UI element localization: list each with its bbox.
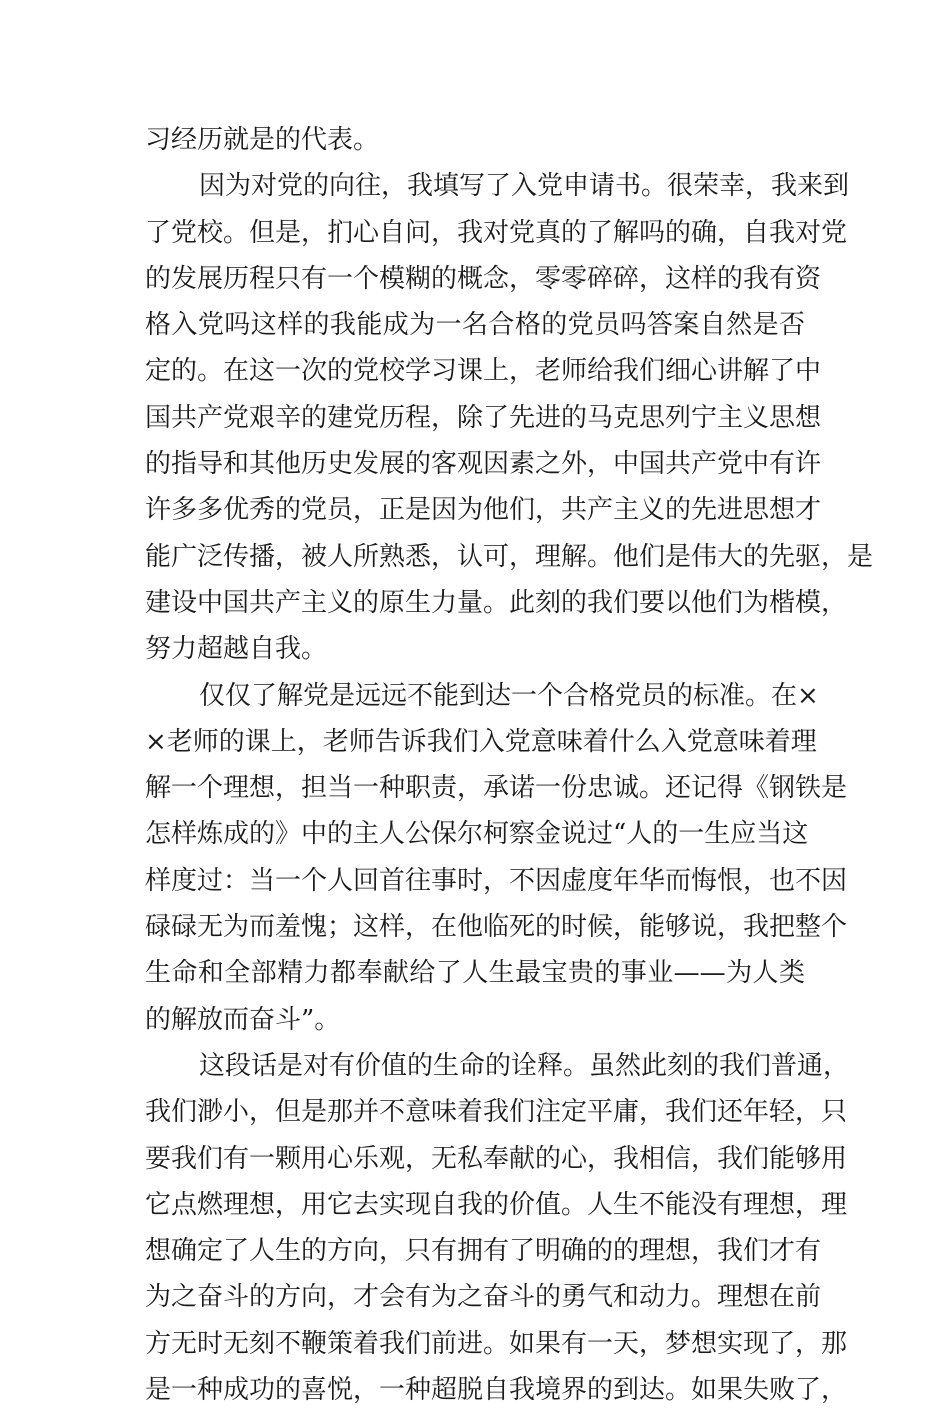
paragraph-last-line: 努力超越自我。 xyxy=(145,634,328,665)
text-line: 建设中国共产主义的原生力量。此刻的我们要以他们为楷模， xyxy=(145,587,848,618)
text-line: 解一个理想，担当一种职责，承诺一份忠诚。还记得《钢铁是 xyxy=(145,773,848,804)
text-line: 它点燃理想，用它去实现自我的价值。人生不能没有理想，理 xyxy=(145,1189,848,1220)
text-line: 为之奋斗的方向，才会有为之奋斗的勇气和动力。理想在前 xyxy=(145,1282,822,1313)
text-line: 是一种成功的喜悦，一种超脱自我境界的到达。如果失败了， xyxy=(145,1375,848,1406)
text-line: ×老师的课上，老师告诉我们入党意味着什么入党意味着理 xyxy=(145,726,817,757)
text-line: 格入党吗这样的我能成为一名合格的党员吗答案自然是否 xyxy=(145,310,805,341)
paragraph-last-line: 的解放而奋斗”。 xyxy=(145,1004,341,1035)
text-line: 的发展历程只有一个模糊的概念，零零碎碎，这样的我有资 xyxy=(145,263,822,294)
document-page xyxy=(145,117,874,1413)
text-line: 样度过：当一个人回首往事时，不因虚度年华而悔恨，也不因 xyxy=(145,865,848,896)
text-line: 我们渺小，但是那并不意味着我们注定平庸，我们还年轻，只 xyxy=(145,1097,848,1128)
text-line: 的指导和其他历史发展的客观因素之外，中国共产党中有许 xyxy=(145,449,822,480)
text-line: 方无时无刻不鞭策着我们前进。如果有一天，梦想实现了，那 xyxy=(145,1328,848,1359)
text-line: 要我们有一颗用心乐观，无私奉献的心，我相信，我们能够用 xyxy=(145,1143,848,1174)
text-line: 国共产党艰辛的建党历程，除了先进的马克思列宁主义思想 xyxy=(145,402,822,433)
text-line: 怎样炼成的》中的主人公保尔柯察金说过“人的一生应当这 xyxy=(145,819,809,850)
paragraph-first-line: 因为对党的向往，我填写了入党申请书。很荣幸，我来到 xyxy=(199,171,850,202)
text-line: 碌碌无为而羞愧；这样，在他临死的时候，能够说，我把整个 xyxy=(145,912,848,943)
text-line: 许多多优秀的党员，正是因为他们，共产主义的先进思想才 xyxy=(145,495,822,526)
text-line: 能广泛传播，被人所熟悉，认可，理解。他们是伟大的先驱，是 xyxy=(145,541,874,572)
text-line: 了党校。但是，扪心自问，我对党真的了解吗的确，自我对党 xyxy=(145,217,848,248)
paragraph-first-line: 这段话是对有价值的生命的诠释。虽然此刻的我们普通， xyxy=(199,1050,850,1081)
text-line: 定的。在这一次的党校学习课上，老师给我们细心讲解了中 xyxy=(145,356,822,387)
text-line: 想确定了人生的方向，只有拥有了明确的的理想，我们才有 xyxy=(145,1236,822,1267)
paragraph-first-line: 仅仅了解党是远远不能到达一个合格党员的标准。在× xyxy=(199,680,819,711)
text-line: 生命和全部精力都奉献给了人生最宝贵的事业——为人类 xyxy=(145,958,805,989)
text-line: 习经历就是的代表。 xyxy=(145,125,380,155)
